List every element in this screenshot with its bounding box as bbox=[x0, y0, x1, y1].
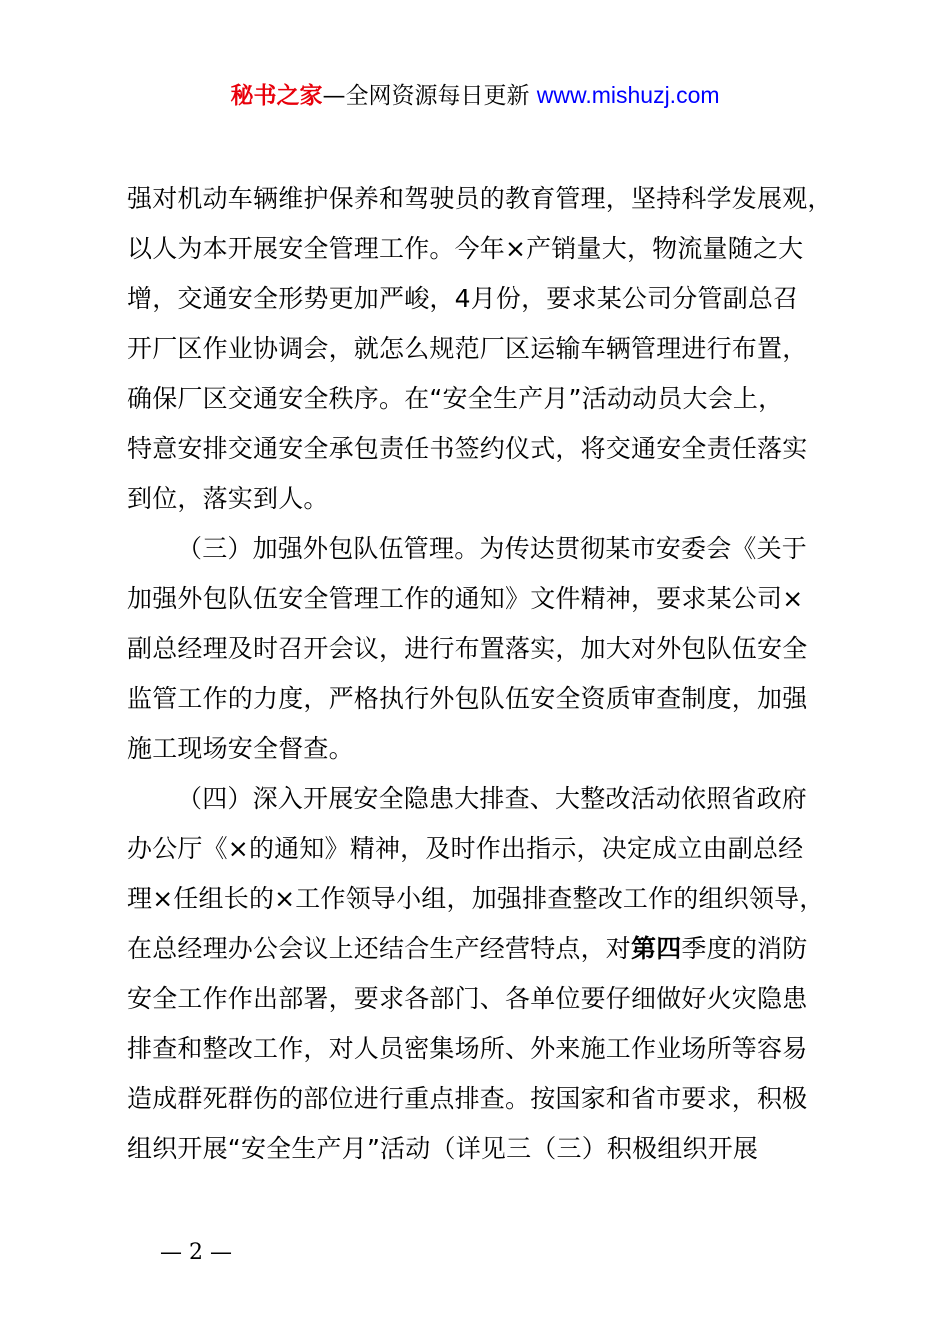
body-line: 安全工作作出部署，要求各部门、各单位要仔细做好火灾隐患 bbox=[127, 984, 808, 1013]
body-line: 增，交通安全形势更加严峻，4月份，要求某公司分管副总召 bbox=[127, 284, 799, 313]
body-line: 理×任组长的×工作领导小组，加强排查整改工作的组织领导， bbox=[127, 884, 825, 913]
body-text: 季度的消防 bbox=[681, 934, 808, 963]
site-url-link[interactable]: www.mishuzj.com bbox=[536, 82, 720, 108]
body-line: 加强外包队伍安全管理工作的通知》文件精神，要求某公司× bbox=[127, 584, 804, 613]
body-line: 施工现场安全督查。 bbox=[127, 734, 354, 763]
document-body bbox=[127, 174, 857, 1174]
body-line: 副总经理及时召开会议，进行布置落实，加大对外包队伍安全 bbox=[127, 634, 808, 663]
body-line: 确保厂区交通安全秩序。在“安全生产月”活动动员大会上， bbox=[127, 384, 784, 413]
body-line: 组织开展“安全生产月”活动（详见三（三）积极组织开展 bbox=[127, 1134, 759, 1163]
site-header bbox=[0, 80, 950, 111]
body-line: 排查和整改工作，对人员密集场所、外来施工作业场所等容易 bbox=[127, 1034, 808, 1063]
body-line: 以人为本开展安全管理工作。今年×产销量大，物流量随之大 bbox=[127, 234, 804, 263]
bold-text: 第四 bbox=[631, 934, 682, 963]
body-line: 特意安排交通安全承包责任书签约仪式，将交通安全责任落实 bbox=[127, 434, 808, 463]
body-line: 强对机动车辆维护保养和驾驶员的教育管理，坚持科学发展观， bbox=[127, 184, 833, 213]
body-line: 办公厅《×的通知》精神，及时作出指示，决定成立由副总经 bbox=[127, 834, 804, 863]
body-line-with-bold bbox=[127, 924, 857, 974]
body-line: 开厂区作业协调会，就怎么规范厂区运输车辆管理进行布置， bbox=[127, 334, 808, 363]
body-line: 到位，落实到人。 bbox=[127, 484, 329, 513]
body-line: 造成群死群伤的部位进行重点排查。按国家和省市要求，积极 bbox=[127, 1084, 808, 1113]
body-line: 监管工作的力度，严格执行外包队伍安全资质审查制度，加强 bbox=[127, 684, 808, 713]
section-heading-line: （三）加强外包队伍管理。为传达贯彻某市安委会《关于 bbox=[177, 534, 808, 563]
header-slogan: —全网资源每日更新 bbox=[322, 83, 537, 109]
body-text: 在总经理办公会议上还结合生产经营特点，对 bbox=[127, 934, 632, 963]
section-heading-line: （四）深入开展安全隐患大排查、大整改活动依照省政府 bbox=[177, 784, 808, 813]
page-number: — 2 — bbox=[160, 1240, 232, 1265]
brand-name: 秘书之家 bbox=[230, 83, 323, 109]
